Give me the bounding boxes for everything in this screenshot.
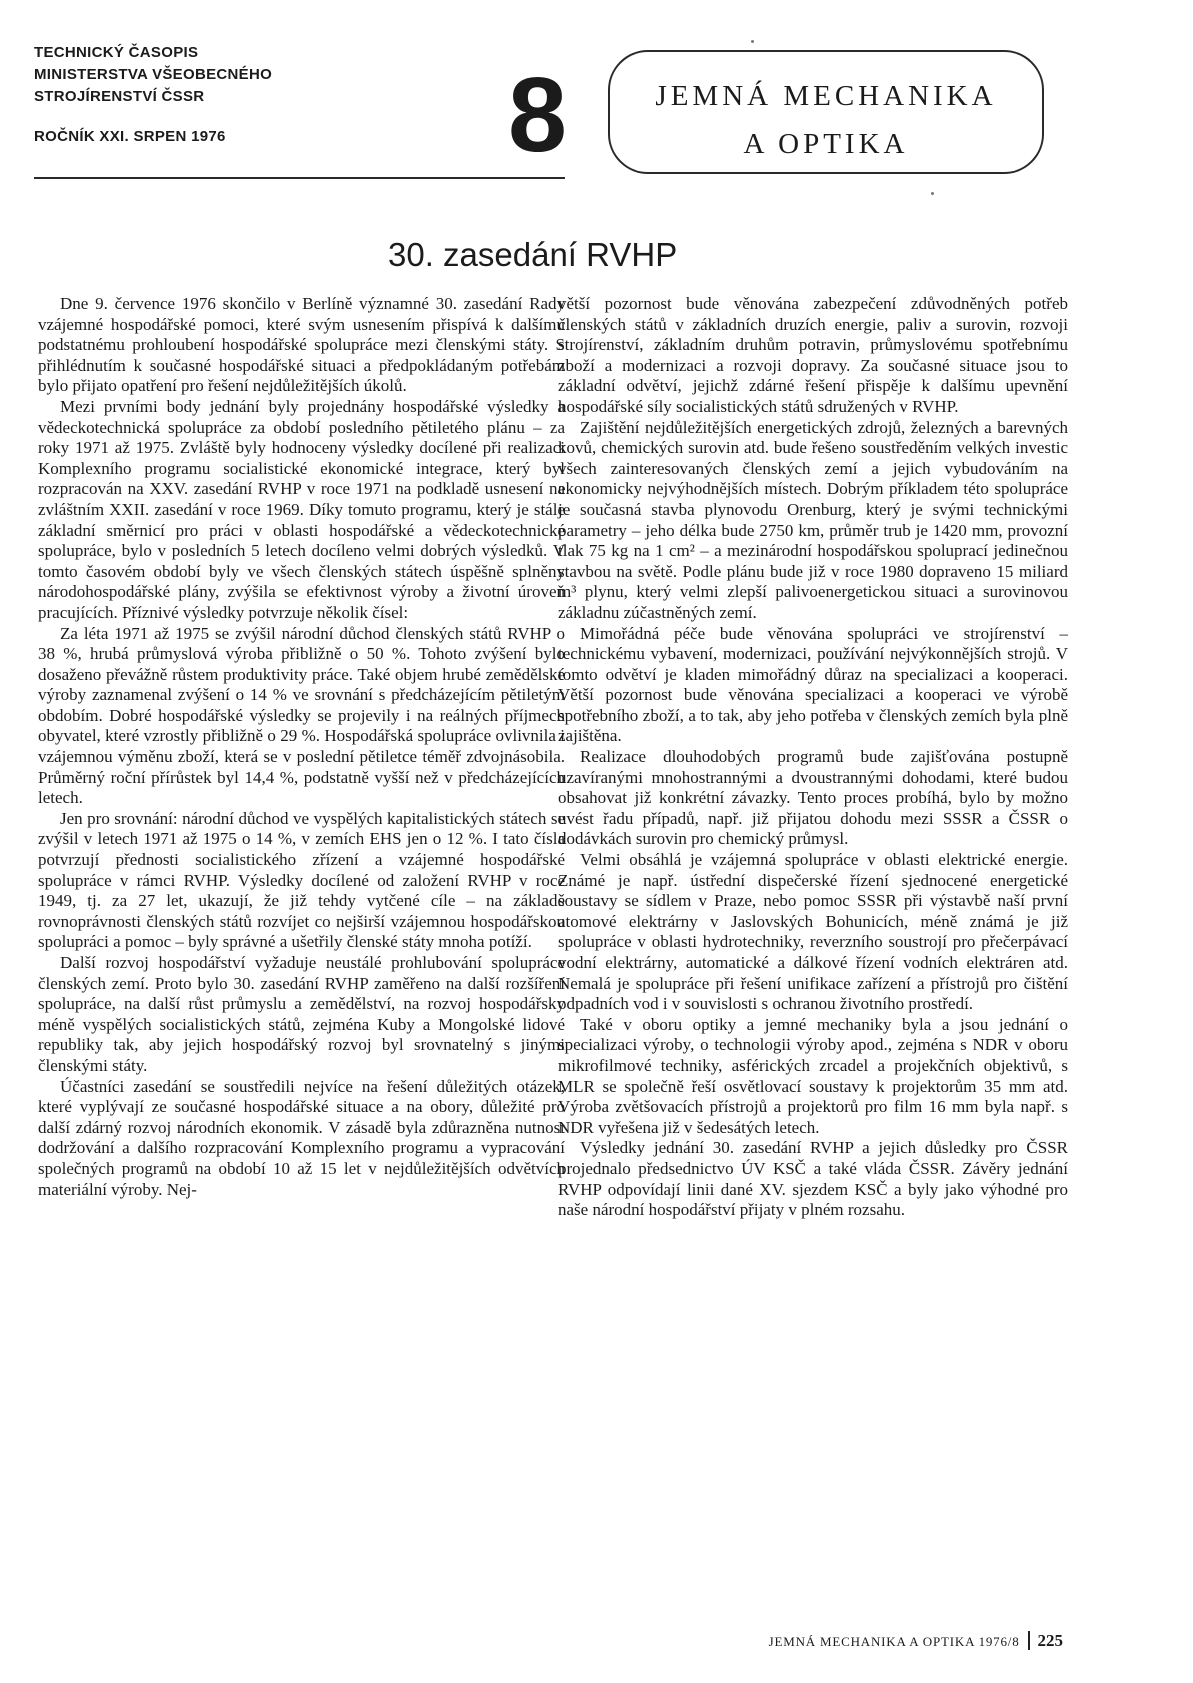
paragraph: Další rozvoj hospodářství vyžaduje neustálé prohlubování spolupráce členských zemí. Proto bylo 30. zasedání RVHP zaměřeno na další rozšíření spolupráce, na další růst průmyslu a zemědělství, na rozvoj hospodářsky méně vyspělých socialistických států, zejména Kuby a Mongolské lidové republiky tak, aby jejich hospodářský rozvoj byl srovnatelný s jinými členskými státy. [38, 953, 565, 1075]
paragraph: Zajištění nejdůležitějších energetických zdrojů, železných a barevných kovů, chemických surovin atd. bude řešeno soustředěním velkých investic všech zainteresovaných členských zemí a jejich vybudováním na ekonomicky nejvýhodnějších místech. Dobrým příkladem této spolupráce je současná stavba plynovodu Orenburg, který je svými technickými parametry – jeho délka bude 2750 km, průměr trub je 1420 mm, provozní tlak 75 kg na 1 cm² – a mezinárodní hospodářskou spoluprací jedinečnou stavbou na světě. Podle plánu bude již v roce 1980 dopraveno 15 miliard m³ plynu, který velmi zlepší palivoenergetickou situaci a surovinovou základnu zúčastněných zemí. [558, 417, 1068, 622]
paragraph: Za léta 1971 až 1975 se zvýšil národní důchod členských států RVHP o 38 %, hrubá průmyslová výroba přibližně o 50 %. Tohoto zvýšení bylo dosaženo převážně růstem produktivity práce. Také objem hrubé zemědělské výroby zaznamenal zvýšení o 14 % ve srovnání s předcházejícím pětiletým obdobím. Dobré hospodářské výsledky se projevily i na reálných příjmech obyvatel, které vzrostly přibližně o 29 %. Hospodářská spolupráce ovlivnila i vzájemnou výměnu zboží, která se v poslední pětiletce téměř zdvojnásobila. Průměrný roční přírůstek byl 14,4 %, podstatně vyšší než v předcházejících letech. [38, 623, 565, 808]
paragraph: Účastníci zasedání se soustředili nejvíce na řešení důležitých otázek, které vyplývají ze současné hospodářské situace a na obory, důležité pro další zdárný rozvoj národních ekonomik. V zásadě byla zdůrazněna nutnost dodržování a dalšího rozpracování Komplexního programu a vypracování společných programů na období 10 až 15 let v nejdůležitějších odvětvích materiální výroby. Nej- [38, 1076, 565, 1199]
page-footer [769, 1631, 1063, 1651]
paragraph: Mimořádná péče bude věnována spolupráci ve strojírenství – technickému vybavení, modernizaci, používání nejvýkonnějších strojů. V tomto odvětví je kladen mimořádný důraz na specializaci a kooperaci. Větší pozornost bude věnována specializaci a kooperaci ve výrobě spotřebního zboží, a to tak, aby jeho potřeba v členských zemích byla plně zajištěna. [558, 623, 1068, 746]
masthead-publisher [34, 42, 273, 148]
publisher-line-1: TECHNICKÝ ČASOPIS [34, 44, 199, 61]
paragraph: Dne 9. července 1976 skončilo v Berlíně významné 30. zasedání Rady vzájemné hospodářské pomoci, které svým usnesením přispívá k dalšímu podstatnému prohloubení hospodářské spolupráce mezi členskými státy. S přihlédnutím k současné hospodářské situaci a předpokládaným potřebám bylo přijato opatření pro řešení nejdůležitějších úkolů. [38, 294, 565, 396]
paragraph: Mezi prvními body jednání byly projednány hospodářské výsledky a vědeckotechnická spolupráce za období posledního pětiletého plánu – za roky 1971 až 1975. Zvláště byly hodnoceny výsledky docílené při realizaci Komplexního programu socialistické ekonomické integrace, který byl rozpracován na XXV. zasedání RVHP v roce 1971 na podkladě usnesení na zvláštním XXII. zasedání v roce 1969. Díky tomuto programu, který je stále základní směrnicí pro práci v oblasti hospodářské a vědeckotechnické spolupráce, bylo v posledních 5 letech docíleno velmi dobrých výsledků. V tomto časovém období byly ve všech členských státech úspěšně splněny národohospodářské plány, zvýšila se efektivnost výroby a životní úroveň pracujících. Příznivé výsledky potvrzuje několik čísel: [38, 396, 565, 622]
paragraph: Také v oboru optiky a jemné mechaniky byla a jsou jednání o specializaci výroby, o technologii výroby apod., zejména s NDR v oboru mikrofilmové techniky, asférických zrcadel a projekčních objektivů, s MLR se společně řeší osvětlovací soustavy k projektorům 35 mm atd. Výroba zvětšovacích přístrojů a projektorů pro film 16 mm byla např. s NDR vyřešena již v šedesátých letech. [558, 1014, 1068, 1137]
volume-date: ROČNÍK XXI. SRPEN 1976 [34, 128, 226, 145]
article-title: 30. zasedání RVHP [388, 236, 678, 273]
paragraph: Velmi obsáhlá je vzájemná spolupráce v oblasti elektrické energie. Známé je např. ústřední dispečerské řízení sjednocené energetické soustavy se sídlem v Praze, nebo pomoc SSSR při výstavbě naší první atomové elektrárny v Jaslovských Bohunicích, méně známá je již spolupráce v oblasti hydrotechniky, reverzního soustrojí pro přečerpávací vodní elektrárny, automatické a dálkové řízení vodních elektráren atd. Nemalá je spolupráce při řešení unifikace zařízení a přístrojů pro čištění odpadních vod i v souvislosti s ochranou životního prostředí. [558, 850, 1068, 1014]
publisher-line-2: MINISTERSTVA VŠEOBECNÉHO [34, 66, 273, 83]
publisher-line-3: STROJÍRENSTVÍ ČSSR [34, 88, 205, 105]
footer-journal: JEMNÁ MECHANIKA A OPTIKA 1976/8 [768, 1634, 1020, 1649]
journal-title-line-2: A OPTIKA [743, 128, 909, 160]
journal-title [620, 72, 1032, 168]
paragraph: větší pozornost bude věnována zabezpečení zdůvodněných potřeb členských států v základních druzích energie, paliv a surovin, rozvoji strojírenství, základním druhům potravin, průmyslovému spotřebnímu zboží a modernizaci a rozvoji dopravy. Za současné situace jsou to základní odvětví, jejichž zdárné řešení přispěje k dalšímu upevnění hospodářské síly socialistických států sdružených v RVHP. [558, 294, 1068, 416]
left-column [38, 294, 565, 1200]
paragraph: Jen pro srovnání: národní důchod ve vyspělých kapitalistických státech se zvýšil v letech 1971 až 1975 o 14 %, v zemích EHS jen o 12 %. I tato čísla potvrzují přednosti socialistického zřízení a vzájemné hospodářské spolupráce v rámci RVHP. Výsledky docílené od založení RVHP v roce 1949, tj. za 27 let, ukazují, že již tehdy vytčené cíle – na základě rovnoprávnosti členských států rozvíjet co nejširší vzájemnou hospodářskou spolupráci a pomoc – byly správné a ušetřily členské státy mnoha potíží. [38, 808, 565, 952]
print-speck [751, 40, 754, 43]
print-speck [931, 192, 934, 195]
paragraph: Realizace dlouhodobých programů bude zajišťována postupně uzavíranými mnohostrannými a dvoustrannými dohodami, které budou obsahovat již konkrétní závazky. Tento proces probíhá, bylo by možno uvést řadu případů, např. již přijatou dohodu mezi SSSR a ČSSR o dodávkách surovin pro chemický průmysl. [558, 747, 1068, 849]
header-rule [34, 177, 565, 179]
right-column [558, 294, 1068, 1221]
page-number: 225 [1028, 1631, 1064, 1650]
paragraph: Výsledky jednání 30. zasedání RVHP a jejich důsledky pro ČSSR projednalo předsednictvo ÚV KSČ a také vláda ČSSR. Závěry jednání RVHP odpovídají linii dané XV. sjezdem KSČ a byly jako výhodné pro naše národní hospodářství přijaty v plném rozsahu. [558, 1138, 1068, 1220]
journal-title-line-1: JEMNÁ MECHANIKA [655, 80, 997, 112]
issue-number: 8 [508, 56, 567, 174]
